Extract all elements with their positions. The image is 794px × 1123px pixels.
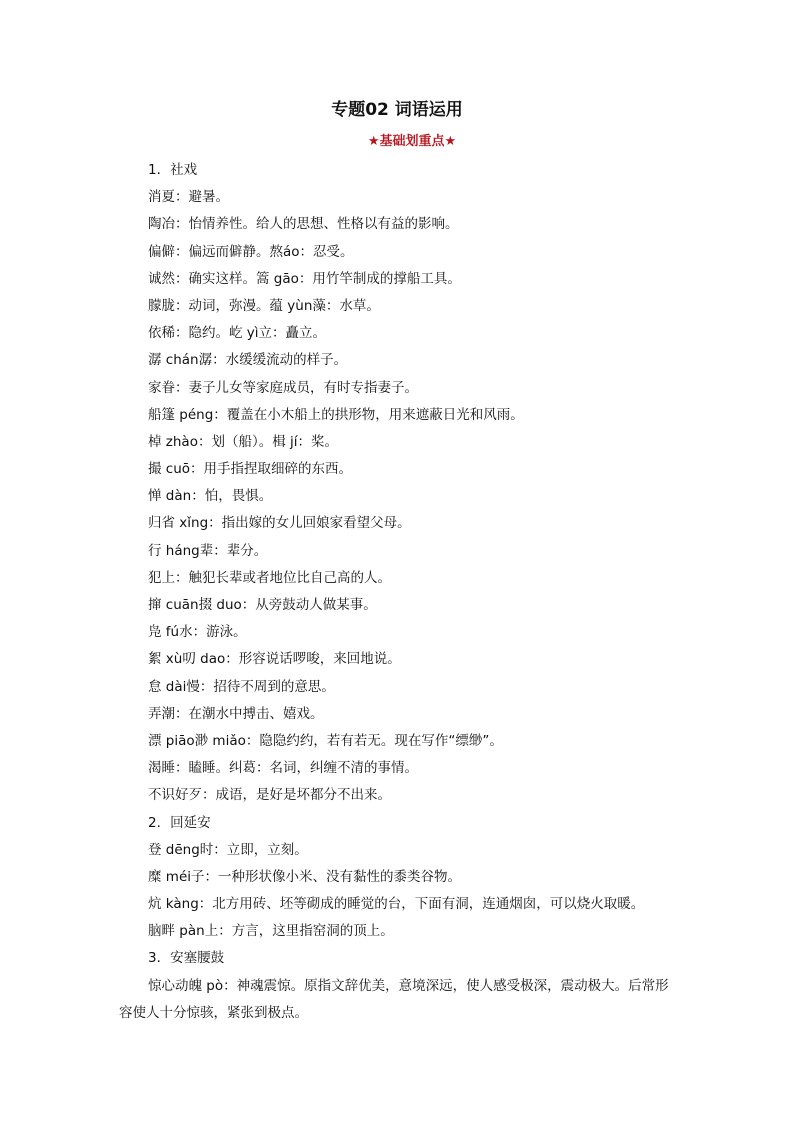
vocab-entry: 陶冶：怡情养性。给人的思想、性格以有益的影响。 (148, 216, 459, 233)
page-title: 专题02 词语运用 (331, 100, 463, 120)
vocab-entry: 船篷 péng：覆盖在小木船上的拱形物，用来遮蔽日光和风雨。 (148, 406, 524, 423)
vocab-entry: 絮 xù叨 dao：形容说话啰唆，来回地说。 (148, 651, 401, 668)
vocab-entry: 诚然：确实这样。篙 gāo：用竹竿制成的撑船工具。 (148, 270, 461, 287)
page-subtitle: ★基础划重点★ (367, 134, 457, 149)
vocab-entry: 偏僻：偏远而僻静。熬áo：忍受。 (148, 243, 354, 260)
vocab-entry: 惮 dàn：怕，畏惧。 (148, 488, 273, 505)
vocab-entry: 行 háng辈：辈分。 (148, 542, 268, 559)
vocab-entry: 渴睡：瞌睡。纠葛：名词，纠缠不清的事情。 (148, 760, 418, 777)
vocab-entry: 棹 zhào：划（船）。楫 jí：桨。 (148, 433, 339, 450)
vocab-entry: 怠 dài慢：招待不周到的意思。 (148, 678, 335, 695)
section-heading: 1．社戏 (148, 162, 198, 178)
document-body (119, 157, 679, 1027)
vocab-entry: 犯上：触犯长辈或者地位比自己高的人。 (148, 569, 391, 586)
paragraph: 惊心动魄 pò：神魂震惊。原指文辞优美，意境深远，使人感受极深，震动极大。后常形容使人十分惊骇，紧张到极点。 (119, 977, 669, 1021)
section-heading: 2．回延安 (148, 814, 211, 831)
vocab-entry: 家眷：妻子儿女等家庭成员，有时专指妻子。 (148, 379, 418, 396)
vocab-entry: 潺 chán潺：水缓缓流动的样子。 (148, 352, 348, 369)
vocab-entry: 炕 kàng：北方用砖、坯等砌成的睡觉的台，下面有洞，连通烟囱，可以烧火取暖。 (148, 896, 645, 913)
vocab-entry: 归省 xǐng：指出嫁的女儿回娘家看望父母。 (148, 515, 411, 532)
vocab-entry: 朦胧：动词，弥漫。蕴 yùn藻：水草。 (148, 297, 380, 314)
vocab-entry: 弄潮：在潮水中搏击、嬉戏。 (148, 705, 324, 722)
vocab-entry: 凫 fú水：游泳。 (148, 624, 247, 641)
vocab-entry: 依稀：隐约。屹 yì立：矗立。 (148, 325, 327, 342)
vocab-entry: 消夏：避暑。 (148, 189, 229, 206)
section-heading: 3．安塞腰鼓 (148, 950, 225, 967)
vocab-entry: 撮 cuō：用手指捏取细碎的东西。 (148, 461, 353, 478)
vocab-entry: 不识好歹：成语，是好是坏都分不出来。 (148, 787, 391, 804)
vocab-entry: 撺 cuān掇 duo：从旁鼓动人做某事。 (148, 597, 377, 613)
vocab-entry: 脑畔 pàn上：方言，这里指窑洞的顶上。 (148, 923, 394, 940)
vocab-entry: 登 dēng时：立即，立刻。 (148, 841, 308, 858)
vocab-entry: 糜 méi子：一种形状像小米、没有黏性的黍类谷物。 (148, 868, 461, 885)
vocab-entry: 漂 piāo渺 miǎo：隐隐约约，若有若无。现在写作“缥缈”。 (148, 732, 503, 749)
